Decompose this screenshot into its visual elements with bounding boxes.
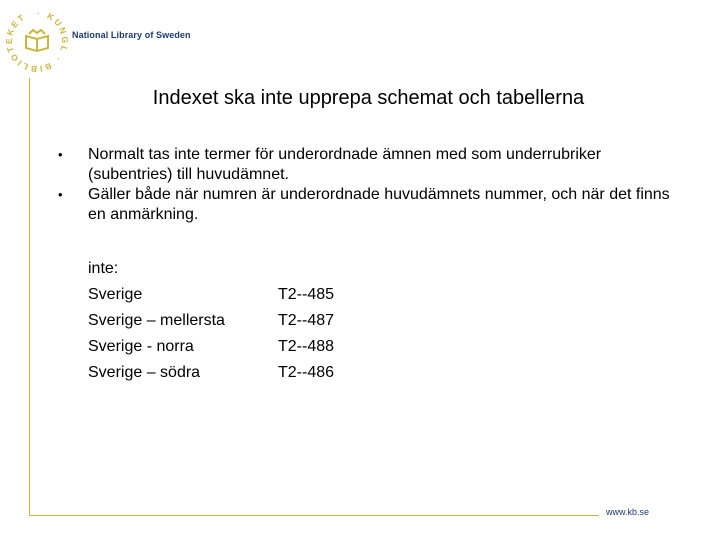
example-code: T2--487 <box>278 312 335 329</box>
vertical-divider <box>29 78 30 516</box>
website-link[interactable]: www.kb.se <box>606 507 650 517</box>
example-row <box>88 282 334 308</box>
bullet-text: Gäller både när numren är underordnade huvudämnets nummer, och när det finns en anmärkning. <box>88 186 670 223</box>
example-code: T2--486 <box>278 364 335 381</box>
bullet-icon: • <box>58 147 63 162</box>
example-label-row <box>88 256 334 282</box>
footer-divider <box>29 515 599 516</box>
example-term: Sverige - norra <box>88 338 194 355</box>
example-code: T2--485 <box>278 286 335 303</box>
example-term: Sverige <box>88 286 143 303</box>
example-row <box>88 334 334 360</box>
slide-title: Indexet ska inte upprepa schemat och tabellerna <box>152 87 585 109</box>
bullet-icon: • <box>58 187 63 202</box>
bullet-text: Normalt tas inte termer för underordnade ämnen med som underrubriker (subentries) till huvudämnet. <box>88 146 602 183</box>
example-label: inte: <box>88 260 119 277</box>
example-code: T2--488 <box>278 338 335 355</box>
bullet-item <box>58 145 688 185</box>
organization-name: National Library of Sweden <box>72 30 191 40</box>
example-term: Sverige – mellersta <box>88 312 225 329</box>
bullet-list <box>58 145 688 225</box>
example-row <box>88 308 334 334</box>
kb-logo-icon <box>4 8 70 74</box>
example-row <box>88 360 334 386</box>
svg-text:· KUNGL · BIBLIOTEKET: · KUNGL · BIBLIOTEKET <box>4 8 70 74</box>
bullet-item <box>58 185 688 225</box>
example-block <box>88 256 334 386</box>
example-term: Sverige – södra <box>88 364 201 381</box>
